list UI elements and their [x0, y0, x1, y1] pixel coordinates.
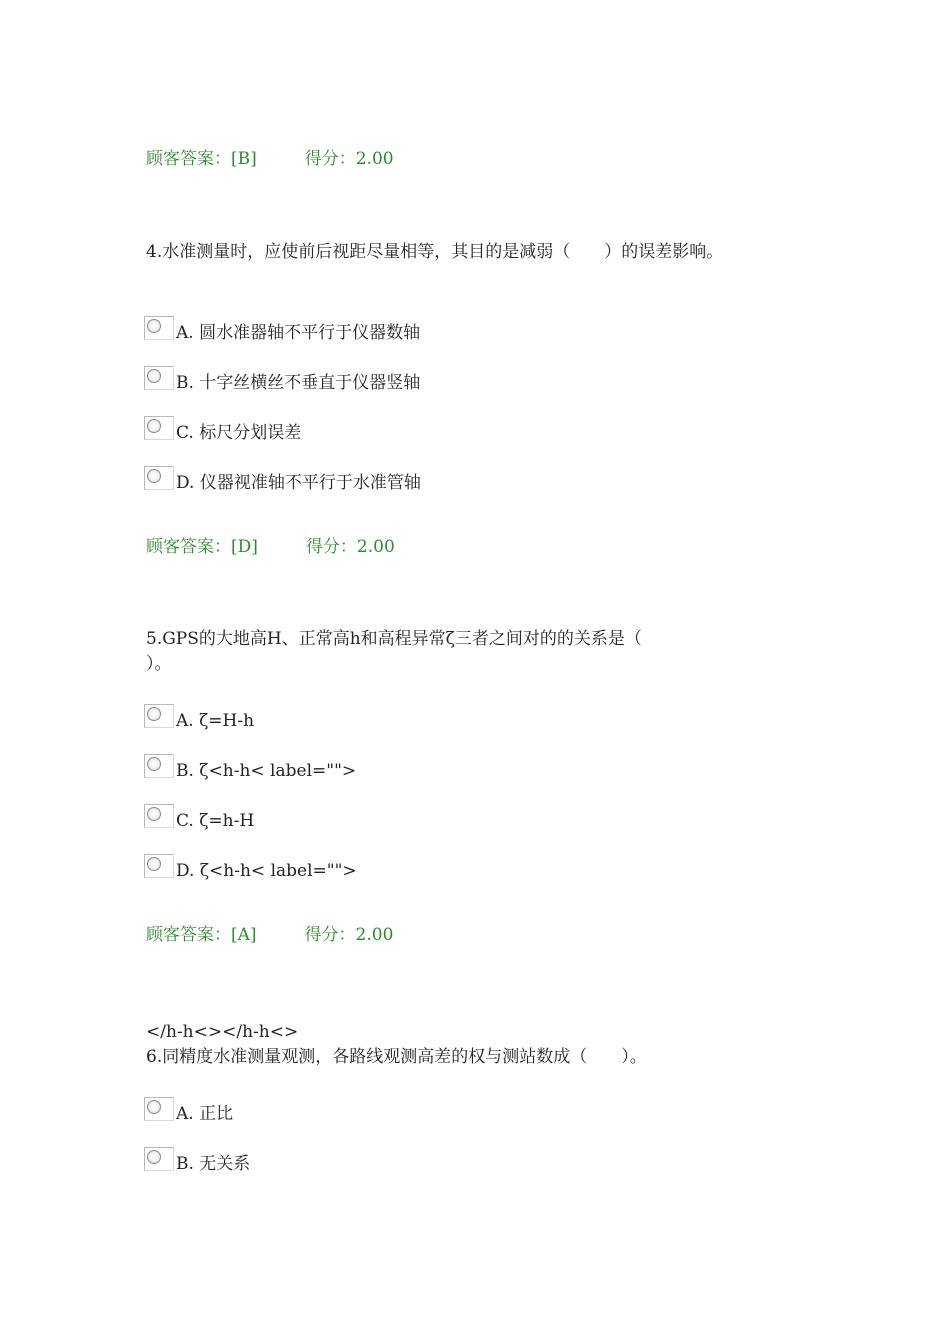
q5-option-d[interactable]	[144, 852, 357, 881]
q4-option-d[interactable]	[144, 464, 421, 493]
radio-circle-icon	[147, 419, 161, 433]
radio-button[interactable]	[144, 804, 174, 828]
q4-option-b[interactable]	[144, 364, 421, 393]
q4-option-a[interactable]	[144, 314, 421, 343]
q4-customer-answer: 顾客答案：[D]	[146, 537, 258, 557]
q5-option-b-label: B. ζ<h-h< label="">	[176, 761, 357, 781]
q5-score: 得分：2.00	[304, 925, 394, 945]
q4-stem: 4.水准测量时，应使前后视距尽量相等，其目的是减弱（ ）的误差影响。	[146, 242, 724, 262]
radio-circle-icon	[147, 1100, 161, 1114]
radio-button[interactable]	[144, 854, 174, 878]
q5-stem-line1: 5.GPS的大地高H、正常高h和高程异常ζ三者之间对的的关系是（	[146, 629, 642, 649]
q5-option-a[interactable]	[144, 702, 255, 731]
q5-result-line	[146, 924, 393, 946]
radio-circle-icon	[147, 857, 161, 871]
q4-option-b-label: B. 十字丝横丝不垂直于仪器竖轴	[176, 373, 421, 393]
q4-option-c-label: C. 标尺分划误差	[176, 423, 302, 443]
q4-option-c[interactable]	[144, 414, 302, 443]
q5-option-a-label: A. ζ=H-h	[176, 711, 255, 731]
q5-option-c-label: C. ζ=h-H	[176, 811, 255, 831]
q6-option-a[interactable]	[144, 1095, 234, 1124]
q6-option-b[interactable]	[144, 1145, 251, 1174]
q3-customer-answer: 顾客答案：[B]	[146, 149, 257, 169]
stray-markup-text: </h-h<></h-h<>	[146, 1022, 299, 1042]
q4-option-a-label: A. 圆水准器轴不平行于仪器数轴	[176, 323, 421, 343]
q5-option-b[interactable]	[144, 752, 357, 781]
radio-button[interactable]	[144, 416, 174, 440]
q4-option-d-label: D. 仪器视准轴不平行于水准管轴	[176, 473, 421, 493]
radio-circle-icon	[147, 707, 161, 721]
radio-button[interactable]	[144, 316, 174, 340]
radio-circle-icon	[147, 757, 161, 771]
q3-score: 得分：2.00	[304, 149, 394, 169]
radio-circle-icon	[147, 319, 161, 333]
q5-option-d-label: D. ζ<h-h< label="">	[176, 861, 357, 881]
q6-option-b-label: B. 无关系	[176, 1154, 251, 1174]
q5-option-c[interactable]	[144, 802, 255, 831]
radio-circle-icon	[147, 369, 161, 383]
q3-result-line	[146, 148, 394, 170]
radio-button[interactable]	[144, 1147, 174, 1171]
q4-result-line	[146, 536, 395, 558]
radio-button[interactable]	[144, 1097, 174, 1121]
radio-circle-icon	[147, 1150, 161, 1164]
q6-option-a-label: A. 正比	[176, 1104, 234, 1124]
radio-circle-icon	[147, 807, 161, 821]
radio-button[interactable]	[144, 754, 174, 778]
q5-stem-line2: ）。	[146, 654, 172, 674]
q5-customer-answer: 顾客答案：[A]	[146, 925, 257, 945]
radio-button[interactable]	[144, 366, 174, 390]
radio-button[interactable]	[144, 466, 174, 490]
radio-button[interactable]	[144, 704, 174, 728]
q4-score: 得分：2.00	[305, 537, 395, 557]
q6-stem: 6.同精度水准测量观测，各路线观测高差的权与测站数成（ ）。	[146, 1047, 647, 1067]
radio-circle-icon	[147, 469, 161, 483]
